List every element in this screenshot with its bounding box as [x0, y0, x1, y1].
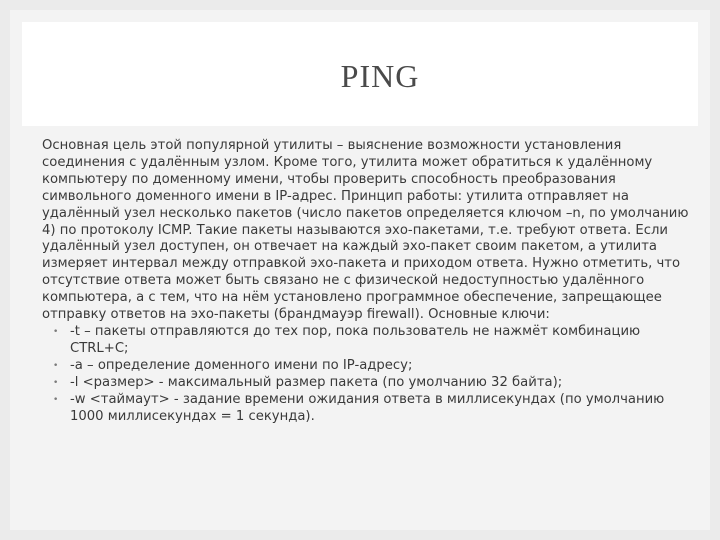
list-item	[53, 323, 692, 358]
list-item	[53, 374, 692, 392]
slide-body	[42, 138, 692, 425]
list-item	[53, 357, 692, 375]
list-item-text: -a – определение доменного имени по IP-адресу;	[70, 357, 413, 373]
bullet-icon: •	[53, 377, 59, 388]
title-box	[22, 22, 698, 126]
bullet-icon: •	[53, 326, 59, 337]
list-item	[53, 391, 692, 426]
bullet-icon: •	[53, 394, 59, 405]
list-item-text: -l <размер> - максимальный размер пакета (по умолчанию 32 байта);	[70, 374, 563, 390]
bullet-icon: •	[53, 360, 59, 371]
keys-list	[42, 324, 692, 425]
list-item-text: -w <таймаут> - задание времени ожидания ответа в миллисекундах (по умолчанию 1000 миллисекундах = 1 секунда).	[70, 391, 665, 424]
list-item-text: -t – пакеты отправляются до тех пор, пока пользователь не нажмёт комбинацию CTRL+C;	[70, 323, 641, 356]
slide-title: PING	[340, 57, 420, 94]
body-paragraph: Основная цель этой популярной утилиты – выяснение возможности установления соединения с удалённым узлом. Кроме того, утилита может обратиться к удалённому компьютеру по доменному имени, чтобы проверить способность преобразования символьного доменного имени в IP-адрес. Принцип работы: утилита отправляет на удалённый узел несколько пакетов (число пакетов определяется ключом –n, по умолчанию 4) по протоколу ICMP. Такие пакеты называются эхо-пакетами, т.е. требуют ответа. Если удалённый узел доступен, он отвечает на каждый эхо-пакет своим пакетом, а утилита измеряет интервал между отправкой эхо-пакета и приходом ответа. Нужно отметить, что отсутствие ответа может быть связано не с физической недоступностью удалённого компьютера, а с тем, что на нём установлено программное обеспечение, запрещающее отправку ответов на эхо-пакеты (брандмауэр firewall). Основные ключи:	[42, 138, 689, 323]
